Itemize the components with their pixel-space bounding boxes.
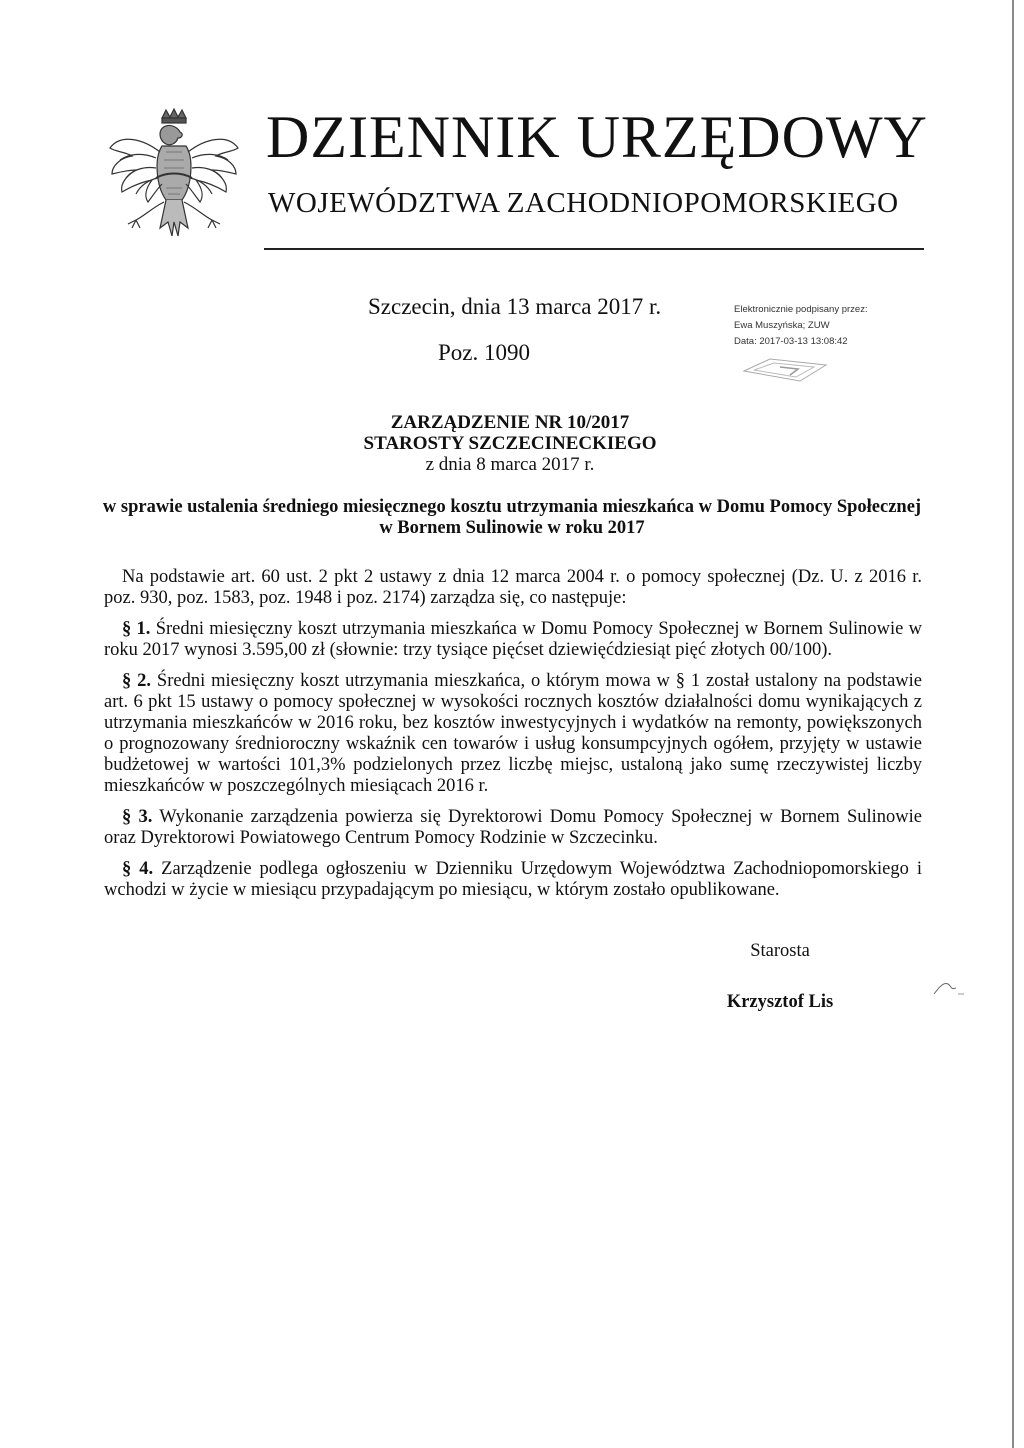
act-date: z dnia 8 marca 2017 r. (425, 454, 595, 475)
paragraph-number: § 1. (122, 619, 151, 639)
paragraph-number: § 2. (122, 671, 152, 691)
paragraph-1 (104, 619, 922, 661)
act-title: ZARZĄDZENIE NR 10/2017 (390, 412, 630, 433)
scribble-mark-icon (928, 972, 968, 1002)
act-title-block (100, 412, 920, 475)
paragraph-text: Zarządzenie podlega ogłoszeniu w Dzienniku Urzędowym Województwa Zachodniopomorskiego i wchodzi w życie w miesiącu przypadającym po miesiącu, w którym zostało opublikowane. (104, 859, 923, 900)
publication-position: Poz. 1090 (438, 340, 530, 365)
preamble: Na podstawie art. 60 ust. 2 pkt 2 ustawy z dnia 12 marca 2004 r. o pomocy społecznej (Dz. U. z 2016 r. poz. 930, poz. 1583, poz. 1948 i poz. 2174) zarządza się, co następuje: (104, 567, 922, 608)
paragraph-text: Średni miesięczny koszt utrzymania mieszkańca w Domu Pomocy Społecznej w Bornem Sulinowie w roku 2017 wynosi 3.595,00 zł (słownie: trzy tysiące pięćset dziewięćdziesiąt pięć złotych 00/100). (104, 619, 923, 660)
e-signature-signer: Ewa Muszyńska; ZUW (734, 320, 830, 331)
signature-seal-icon (740, 355, 830, 385)
e-signature-date: Data: 2017-03-13 13:08:42 (734, 336, 848, 347)
signatory-name: Krzysztof Lis (726, 992, 834, 1012)
publication-place-date: Szczecin, dnia 13 marca 2017 r. (368, 294, 662, 319)
journal-title: DZIENNIK URZĘDOWY (266, 104, 928, 170)
closing-signature (700, 940, 860, 1013)
paragraph-2 (104, 671, 922, 797)
e-signature-label: Elektronicznie podpisany przez: (734, 304, 868, 315)
act-issuer: STAROSTY SZCZECINECKIEGO (363, 433, 657, 454)
paragraph-3 (104, 807, 922, 849)
paragraph-text: Wykonanie zarządzenia powierza się Dyrektorowi Domu Pomocy Społecznej w Bornem Sulinowie oraz Dyrektorowi Powiatowego Centrum Pomocy Rodzinie w Szczecinku. (104, 807, 923, 848)
header-divider (264, 248, 924, 250)
paragraph-number: § 4. (122, 859, 154, 879)
act-subject: w sprawie ustalenia średniego miesięcznego kosztu utrzymania mieszkańca w Domu Pomocy Społecznej w Bornem Sulinowie w roku 2017 (102, 497, 922, 538)
paragraph-4 (104, 859, 922, 901)
polish-eagle-icon (106, 108, 242, 258)
journal-subtitle: WOJEWÓDZTWA ZACHODNIOPOMORSKIEGO (268, 187, 899, 219)
signatory-role: Starosta (750, 941, 810, 961)
paragraph-text: Średni miesięczny koszt utrzymania mieszkańca, o którym mowa w § 1 został ustalony na podstawie art. 6 pkt 15 ustawy o pomocy społecznej w wysokości rocznych kosztów działalności domu wynikających z utrzymania mieszkańców w 2016 roku, bez kosztów inwestycyjnych i wydatków na remonty, powiększonych o prognozowany średnioroczny wskaźnik cen towarów i usług konsumpcyjnych ogółem, przyjęty w ustawie budżetowej w wartości 101,3% podzielonych przez liczbę miejsc, ustaloną jako sumę rzeczywistej liczby mieszkańców w poszczególnych miesiącach 2016 r. (104, 671, 923, 796)
paragraph-number: § 3. (122, 807, 153, 827)
e-signature-block (734, 302, 954, 350)
scan-edge (1012, 0, 1014, 1448)
act-body (104, 567, 922, 911)
